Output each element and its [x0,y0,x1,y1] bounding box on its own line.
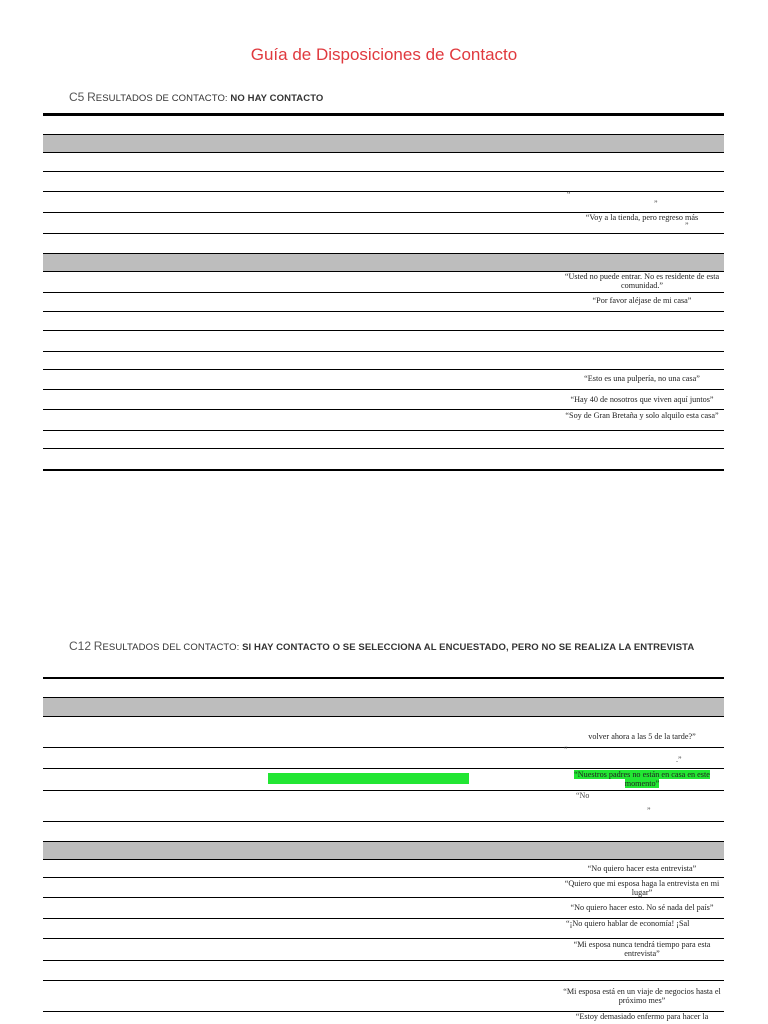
example-quote: “Mi esposa nunca tendrá tiempo para esta entrevista” [573,940,711,958]
table-row-divider [43,960,724,961]
quote-mark: “ [564,745,568,754]
example-quote: “Estoy demasiado enfermo para hacer la [575,1012,709,1021]
example-quote: “Voy a la tienda, pero regreso más [585,213,699,222]
quote-mark: ” [685,221,689,230]
table-row-divider [43,448,724,449]
table-row-divider [43,821,724,822]
section-label: ESULTADOS DE CONTACTO: [95,93,231,104]
quote-mark: .” [676,755,682,764]
table-row-divider [43,292,724,293]
section-top-rule [43,113,724,116]
table-row-divider [43,980,724,981]
example-quote: “¡No quiero hablar de economía! ¡Sal [566,919,690,928]
quote-mark: “ [567,190,571,199]
section-code: C12 [69,639,92,653]
section-initial: R [87,90,96,104]
section-initial: R [93,639,103,653]
table-row-divider [43,747,724,748]
example-quote: “No quiero hacer esta entrevista” [587,864,697,873]
table-row-divider [43,191,724,192]
example-quote: “Por favor aléjase de mi casa” [592,296,692,305]
table-row-divider [43,233,724,234]
table-group-bar [43,841,724,860]
highlighted-text: “Nuestros padres no están en casa en este momento” [574,770,710,788]
table-header-bar [43,134,724,153]
quote-fragment: “No [576,791,590,800]
section-heading-c12 [69,639,694,653]
table-row-divider [43,938,724,939]
example-quote: “Usted no puede entrar. No es residente de esta comunidad.” [564,272,720,290]
table-row-divider [43,389,724,390]
table-row-divider [43,351,724,352]
example-quote: “Soy de Gran Bretaña y solo alquilo esta casa” [565,411,719,420]
section-top-rule [43,677,724,679]
table-row-divider [43,369,724,370]
table-header-bar [43,697,724,717]
section-code: C5 [69,90,85,104]
example-quote: “Hay 40 de nosotros que viven aquí juntos” [570,395,714,404]
table-row-divider [43,897,724,898]
table-group-bar [43,253,724,272]
table-row-divider [43,409,724,410]
table-row-divider [43,877,724,878]
example-quote: “Quiero que mi esposa haga la entrevista en mi lugar” [564,879,720,897]
page-title: Guía de Disposiciones de Contacto [250,45,518,64]
table-row-divider [43,430,724,431]
table-row-divider [43,171,724,172]
table-row-divider [43,768,724,769]
section-status: NO HAY CONTACTO [230,93,324,104]
section-heading-c5 [69,90,323,104]
example-quote-highlighted [563,770,721,788]
example-quote: “Esto es una pulpería, no una casa” [584,374,700,383]
example-quote: “Mi esposa está en un viaje de negocios hasta el próximo mes” [563,987,721,1005]
quote-mark: ” [647,806,651,815]
section-status: SI HAY CONTACTO O SE SELECCIONA AL ENCUESTADO, PERO NO SE REALIZA LA ENTREVISTA [242,642,695,653]
example-quote: volver ahora a las 5 de la tarde?” [588,732,696,741]
highlight-bar [268,773,469,784]
table-row-divider [43,311,724,312]
quote-mark: ” [654,199,658,208]
section-bottom-rule [43,469,724,471]
table-row-divider [43,330,724,331]
example-quote: “No quiero hacer esto. No sé nada del país” [570,903,714,912]
section-label: ESULTADOS DEL CONTACTO: [102,642,243,653]
table-row-divider [43,790,724,791]
